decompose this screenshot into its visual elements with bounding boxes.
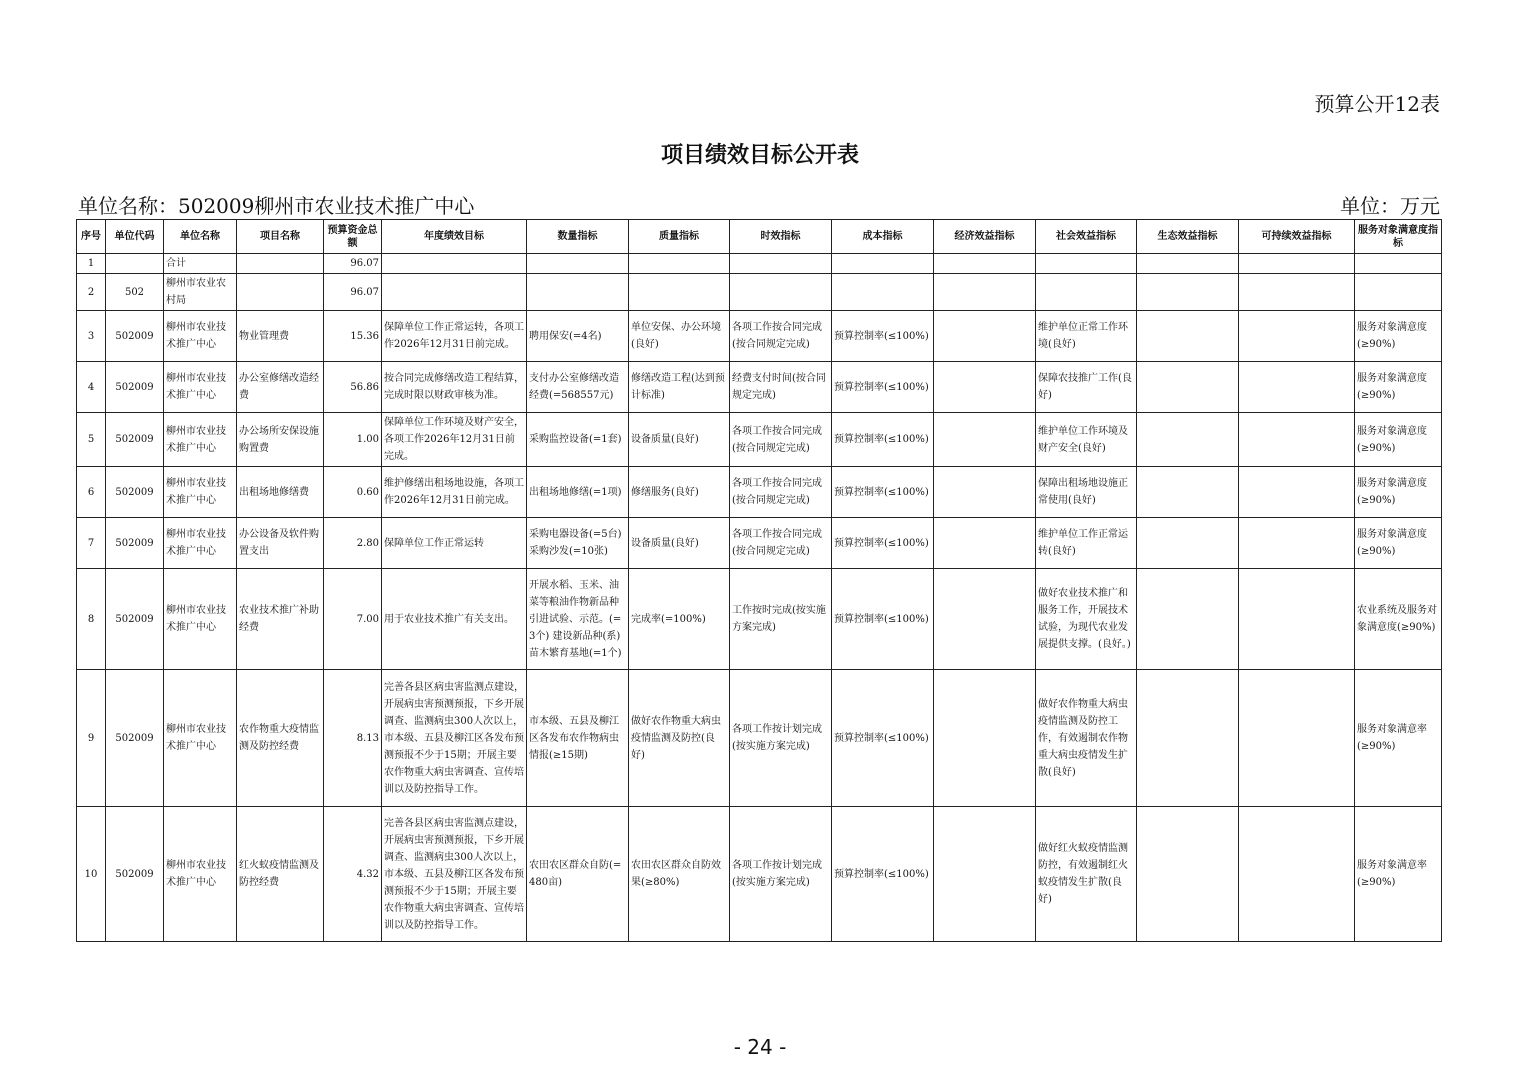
sustainable-benefit-cell bbox=[1239, 311, 1355, 362]
unit-code-cell: 502009 bbox=[106, 467, 164, 518]
ecological-benefit-cell bbox=[1137, 670, 1239, 807]
quality-indicator-cell: 农田农区群众自防效果(≥80%) bbox=[629, 807, 730, 942]
table-row bbox=[77, 362, 1442, 413]
timeliness-indicator-cell: 各项工作按计划完成(按实施方案完成) bbox=[730, 670, 832, 807]
cost-indicator-cell: 预算控制率(≤100%) bbox=[832, 362, 934, 413]
social-benefit-cell: 维护单位工作环境及财产安全(良好) bbox=[1036, 413, 1137, 467]
social-benefit-cell bbox=[1036, 254, 1137, 274]
sustainable-benefit-cell bbox=[1239, 518, 1355, 569]
row-number-cell: 3 bbox=[77, 311, 106, 362]
ecological-benefit-cell bbox=[1137, 362, 1239, 413]
currency-unit-label: 单位：万元 bbox=[1340, 194, 1440, 218]
quality-indicator-cell bbox=[629, 274, 730, 311]
sustainable-benefit-cell bbox=[1239, 569, 1355, 670]
cost-indicator-cell bbox=[832, 254, 934, 274]
annual-goal-cell: 保障单位工作正常运转 bbox=[382, 518, 527, 569]
cost-indicator-cell: 预算控制率(≤100%) bbox=[832, 518, 934, 569]
budget-amount-cell: 1.00 bbox=[324, 413, 382, 467]
economic-benefit-cell bbox=[934, 670, 1036, 807]
project-name-cell: 办公设备及软件购置支出 bbox=[237, 518, 324, 569]
unit-name-cell: 柳州市农业技术推广中心 bbox=[164, 670, 237, 807]
annual-goal-cell: 完善各县区病虫害监测点建设，开展病虫害预测预报，下乡开展调查、监测病虫300人次以上，市本级、五县及柳江区各发布预测预报不少于15期；开展主要农作物重大病虫害调查、宣传培训以及防控指导工作。 bbox=[382, 670, 527, 807]
table-row bbox=[77, 467, 1442, 518]
budget-amount-cell: 96.07 bbox=[324, 254, 382, 274]
satisfaction-indicator-cell: 服务对象满意率(≥90%) bbox=[1355, 670, 1442, 807]
economic-benefit-cell bbox=[934, 362, 1036, 413]
social-benefit-cell: 做好农业技术推广和服务工作，开展技术试验，为现代农业发展提供支撑。(良好。) bbox=[1036, 569, 1137, 670]
sustainable-benefit-cell bbox=[1239, 254, 1355, 274]
annual-goal-cell bbox=[382, 274, 527, 311]
header-cell: 成本指标 bbox=[832, 220, 934, 254]
budget-amount-cell: 2.80 bbox=[324, 518, 382, 569]
timeliness-indicator-cell: 各项工作按合同完成(按合同规定完成) bbox=[730, 518, 832, 569]
project-name-cell: 出租场地修缮费 bbox=[237, 467, 324, 518]
sustainable-benefit-cell bbox=[1239, 362, 1355, 413]
table-row bbox=[77, 413, 1442, 467]
unit-code-cell: 502009 bbox=[106, 569, 164, 670]
quantity-indicator-cell: 采购监控设备(=1套) bbox=[527, 413, 629, 467]
budget-amount-cell: 7.00 bbox=[324, 569, 382, 670]
quantity-indicator-cell: 出租场地修缮(=1项) bbox=[527, 467, 629, 518]
satisfaction-indicator-cell: 服务对象满意度(≥90%) bbox=[1355, 413, 1442, 467]
unit-code-cell: 502009 bbox=[106, 670, 164, 807]
row-number-cell: 2 bbox=[77, 274, 106, 311]
sustainable-benefit-cell bbox=[1239, 670, 1355, 807]
ecological-benefit-cell bbox=[1137, 274, 1239, 311]
unit-name-cell: 柳州市农业技术推广中心 bbox=[164, 569, 237, 670]
satisfaction-indicator-cell: 服务对象满意度(≥90%) bbox=[1355, 311, 1442, 362]
header-cell: 项目名称 bbox=[237, 220, 324, 254]
table-row bbox=[77, 274, 1442, 311]
quality-indicator-cell: 修缮改造工程(达到预计标准) bbox=[629, 362, 730, 413]
quality-indicator-cell bbox=[629, 254, 730, 274]
economic-benefit-cell bbox=[934, 413, 1036, 467]
quality-indicator-cell: 设备质量(良好) bbox=[629, 518, 730, 569]
project-name-cell: 农作物重大疫情监测及防控经费 bbox=[237, 670, 324, 807]
quantity-indicator-cell: 开展水稻、玉米、油菜等粮油作物新品种引进试验、示范。(=3个) 建设新品种(系)苗木繁育基地(=1个) bbox=[527, 569, 629, 670]
annual-goal-cell: 保障单位工作正常运转，各项工作2026年12月31日前完成。 bbox=[382, 311, 527, 362]
timeliness-indicator-cell: 工作按时完成(按实施方案完成) bbox=[730, 569, 832, 670]
economic-benefit-cell bbox=[934, 807, 1036, 942]
header-cell: 时效指标 bbox=[730, 220, 832, 254]
project-name-cell: 办公室修缮改造经费 bbox=[237, 362, 324, 413]
row-number-cell: 6 bbox=[77, 467, 106, 518]
header-cell: 社会效益指标 bbox=[1036, 220, 1137, 254]
satisfaction-indicator-cell: 服务对象满意率(≥90%) bbox=[1355, 807, 1442, 942]
quantity-indicator-cell: 农田农区群众自防(=480亩) bbox=[527, 807, 629, 942]
budget-amount-cell: 4.32 bbox=[324, 807, 382, 942]
satisfaction-indicator-cell: 服务对象满意度(≥90%) bbox=[1355, 467, 1442, 518]
unit-code-cell: 502009 bbox=[106, 311, 164, 362]
row-number-cell: 9 bbox=[77, 670, 106, 807]
quality-indicator-cell: 单位安保、办公环境(良好) bbox=[629, 311, 730, 362]
header-cell: 质量指标 bbox=[629, 220, 730, 254]
header-cell: 预算资金总额 bbox=[324, 220, 382, 254]
row-number-cell: 5 bbox=[77, 413, 106, 467]
economic-benefit-cell bbox=[934, 518, 1036, 569]
project-name-cell: 红火蚁疫情监测及防控经费 bbox=[237, 807, 324, 942]
unit-code-cell: 502009 bbox=[106, 413, 164, 467]
unit-code-cell: 502009 bbox=[106, 807, 164, 942]
social-benefit-cell: 维护单位正常工作环境(良好) bbox=[1036, 311, 1137, 362]
unit-name-cell: 柳州市农业技术推广中心 bbox=[164, 467, 237, 518]
timeliness-indicator-cell bbox=[730, 254, 832, 274]
ecological-benefit-cell bbox=[1137, 518, 1239, 569]
row-number-cell: 10 bbox=[77, 807, 106, 942]
annual-goal-cell: 维护修缮出租场地设施，各项工作2026年12月31日前完成。 bbox=[382, 467, 527, 518]
budget-amount-cell: 0.60 bbox=[324, 467, 382, 518]
sustainable-benefit-cell bbox=[1239, 807, 1355, 942]
table-number-label: 预算公开12表 bbox=[1314, 92, 1440, 116]
sustainable-benefit-cell bbox=[1239, 413, 1355, 467]
unit-code-cell: 502 bbox=[106, 274, 164, 311]
unit-name-cell: 柳州市农业技术推广中心 bbox=[164, 311, 237, 362]
performance-target-table bbox=[76, 219, 1442, 942]
unit-name-cell: 柳州市农业技术推广中心 bbox=[164, 518, 237, 569]
annual-goal-cell: 完善各县区病虫害监测点建设，开展病虫害预测预报，下乡开展调查、监测病虫300人次以上，市本级、五县及柳江区各发布预测预报不少于15期；开展主要农作物重大病虫害调查、宣传培训以及防控指导工作。 bbox=[382, 807, 527, 942]
header-cell: 经济效益指标 bbox=[934, 220, 1036, 254]
budget-amount-cell: 15.36 bbox=[324, 311, 382, 362]
table-row bbox=[77, 254, 1442, 274]
timeliness-indicator-cell: 各项工作按合同完成(按合同规定完成) bbox=[730, 413, 832, 467]
project-name-cell: 物业管理费 bbox=[237, 311, 324, 362]
cost-indicator-cell: 预算控制率(≤100%) bbox=[832, 670, 934, 807]
unit-name-cell: 合计 bbox=[164, 254, 237, 274]
unit-name-label: 单位名称：502009柳州市农业技术推广中心 bbox=[78, 194, 475, 218]
economic-benefit-cell bbox=[934, 569, 1036, 670]
project-name-cell bbox=[237, 254, 324, 274]
unit-name-cell: 柳州市农业技术推广中心 bbox=[164, 362, 237, 413]
economic-benefit-cell bbox=[934, 254, 1036, 274]
header-cell: 数量指标 bbox=[527, 220, 629, 254]
table-row bbox=[77, 569, 1442, 670]
unit-code-cell: 502009 bbox=[106, 518, 164, 569]
unit-name-cell: 柳州市农业农村局 bbox=[164, 274, 237, 311]
header-cell: 序号 bbox=[77, 220, 106, 254]
page-number: - 24 - bbox=[733, 1035, 787, 1059]
row-number-cell: 7 bbox=[77, 518, 106, 569]
satisfaction-indicator-cell bbox=[1355, 254, 1442, 274]
unit-code-cell bbox=[106, 254, 164, 274]
header-cell: 服务对象满意度指标 bbox=[1355, 220, 1442, 254]
unit-code-cell: 502009 bbox=[106, 362, 164, 413]
ecological-benefit-cell bbox=[1137, 413, 1239, 467]
quantity-indicator-cell: 采购电器设备(=5台) 采购沙发(=10张) bbox=[527, 518, 629, 569]
table-row bbox=[77, 670, 1442, 807]
unit-name-cell: 柳州市农业技术推广中心 bbox=[164, 807, 237, 942]
satisfaction-indicator-cell: 服务对象满意度(≥90%) bbox=[1355, 518, 1442, 569]
timeliness-indicator-cell: 经费支付时间(按合同规定完成) bbox=[730, 362, 832, 413]
quantity-indicator-cell: 支付办公室修缮改造经费(=568557元) bbox=[527, 362, 629, 413]
header-cell: 年度绩效目标 bbox=[382, 220, 527, 254]
sustainable-benefit-cell bbox=[1239, 274, 1355, 311]
ecological-benefit-cell bbox=[1137, 569, 1239, 670]
satisfaction-indicator-cell bbox=[1355, 274, 1442, 311]
table-header-row bbox=[77, 220, 1442, 254]
satisfaction-indicator-cell: 农业系统及服务对象满意度(≥90%) bbox=[1355, 569, 1442, 670]
row-number-cell: 1 bbox=[77, 254, 106, 274]
ecological-benefit-cell bbox=[1137, 807, 1239, 942]
economic-benefit-cell bbox=[934, 311, 1036, 362]
economic-benefit-cell bbox=[934, 467, 1036, 518]
project-name-cell bbox=[237, 274, 324, 311]
header-cell: 单位代码 bbox=[106, 220, 164, 254]
cost-indicator-cell: 预算控制率(≤100%) bbox=[832, 569, 934, 670]
economic-benefit-cell bbox=[934, 274, 1036, 311]
social-benefit-cell: 做好农作物重大病虫疫情监测及防控工作，有效遏制农作物重大病虫疫情发生扩散(良好) bbox=[1036, 670, 1137, 807]
timeliness-indicator-cell: 各项工作按合同完成(按合同规定完成) bbox=[730, 467, 832, 518]
satisfaction-indicator-cell: 服务对象满意度(≥90%) bbox=[1355, 362, 1442, 413]
header-cell: 单位名称 bbox=[164, 220, 237, 254]
timeliness-indicator-cell: 各项工作按计划完成(按实施方案完成) bbox=[730, 807, 832, 942]
ecological-benefit-cell bbox=[1137, 254, 1239, 274]
budget-amount-cell: 96.07 bbox=[324, 274, 382, 311]
table-row bbox=[77, 807, 1442, 942]
social-benefit-cell bbox=[1036, 274, 1137, 311]
quality-indicator-cell: 完成率(=100%) bbox=[629, 569, 730, 670]
cost-indicator-cell: 预算控制率(≤100%) bbox=[832, 311, 934, 362]
header-cell: 生态效益指标 bbox=[1137, 220, 1239, 254]
annual-goal-cell: 用于农业技术推广有关支出。 bbox=[382, 569, 527, 670]
timeliness-indicator-cell: 各项工作按合同完成(按合同规定完成) bbox=[730, 311, 832, 362]
annual-goal-cell: 按合同完成修缮改造工程结算，完成时限以财政审核为准。 bbox=[382, 362, 527, 413]
cost-indicator-cell: 预算控制率(≤100%) bbox=[832, 807, 934, 942]
quality-indicator-cell: 修缮服务(良好) bbox=[629, 467, 730, 518]
timeliness-indicator-cell bbox=[730, 274, 832, 311]
unit-name-cell: 柳州市农业技术推广中心 bbox=[164, 413, 237, 467]
table-row bbox=[77, 518, 1442, 569]
social-benefit-cell: 做好红火蚁疫情监测防控，有效遏制红火蚁疫情发生扩散(良好) bbox=[1036, 807, 1137, 942]
quantity-indicator-cell: 聘用保安(=4名) bbox=[527, 311, 629, 362]
budget-amount-cell: 56.86 bbox=[324, 362, 382, 413]
table-row bbox=[77, 311, 1442, 362]
budget-amount-cell: 8.13 bbox=[324, 670, 382, 807]
cost-indicator-cell bbox=[832, 274, 934, 311]
social-benefit-cell: 保障出租场地设施正常使用(良好) bbox=[1036, 467, 1137, 518]
quality-indicator-cell: 设备质量(良好) bbox=[629, 413, 730, 467]
sustainable-benefit-cell bbox=[1239, 467, 1355, 518]
row-number-cell: 4 bbox=[77, 362, 106, 413]
header-cell: 可持续效益指标 bbox=[1239, 220, 1355, 254]
quantity-indicator-cell bbox=[527, 274, 629, 311]
document-title: 项目绩效目标公开表 bbox=[660, 143, 859, 168]
annual-goal-cell bbox=[382, 254, 527, 274]
project-name-cell: 农业技术推广补助经费 bbox=[237, 569, 324, 670]
annual-goal-cell: 保障单位工作环境及财产安全，各项工作2026年12月31日前完成。 bbox=[382, 413, 527, 467]
cost-indicator-cell: 预算控制率(≤100%) bbox=[832, 467, 934, 518]
social-benefit-cell: 保障农技推广工作(良好) bbox=[1036, 362, 1137, 413]
cost-indicator-cell: 预算控制率(≤100%) bbox=[832, 413, 934, 467]
quantity-indicator-cell: 市本级、五县及柳江区各发布农作物病虫情报(≥15期) bbox=[527, 670, 629, 807]
ecological-benefit-cell bbox=[1137, 311, 1239, 362]
quality-indicator-cell: 做好农作物重大病虫疫情监测及防控(良好) bbox=[629, 670, 730, 807]
quantity-indicator-cell bbox=[527, 254, 629, 274]
row-number-cell: 8 bbox=[77, 569, 106, 670]
ecological-benefit-cell bbox=[1137, 467, 1239, 518]
project-name-cell: 办公场所安保设施购置费 bbox=[237, 413, 324, 467]
social-benefit-cell: 维护单位工作正常运转(良好) bbox=[1036, 518, 1137, 569]
